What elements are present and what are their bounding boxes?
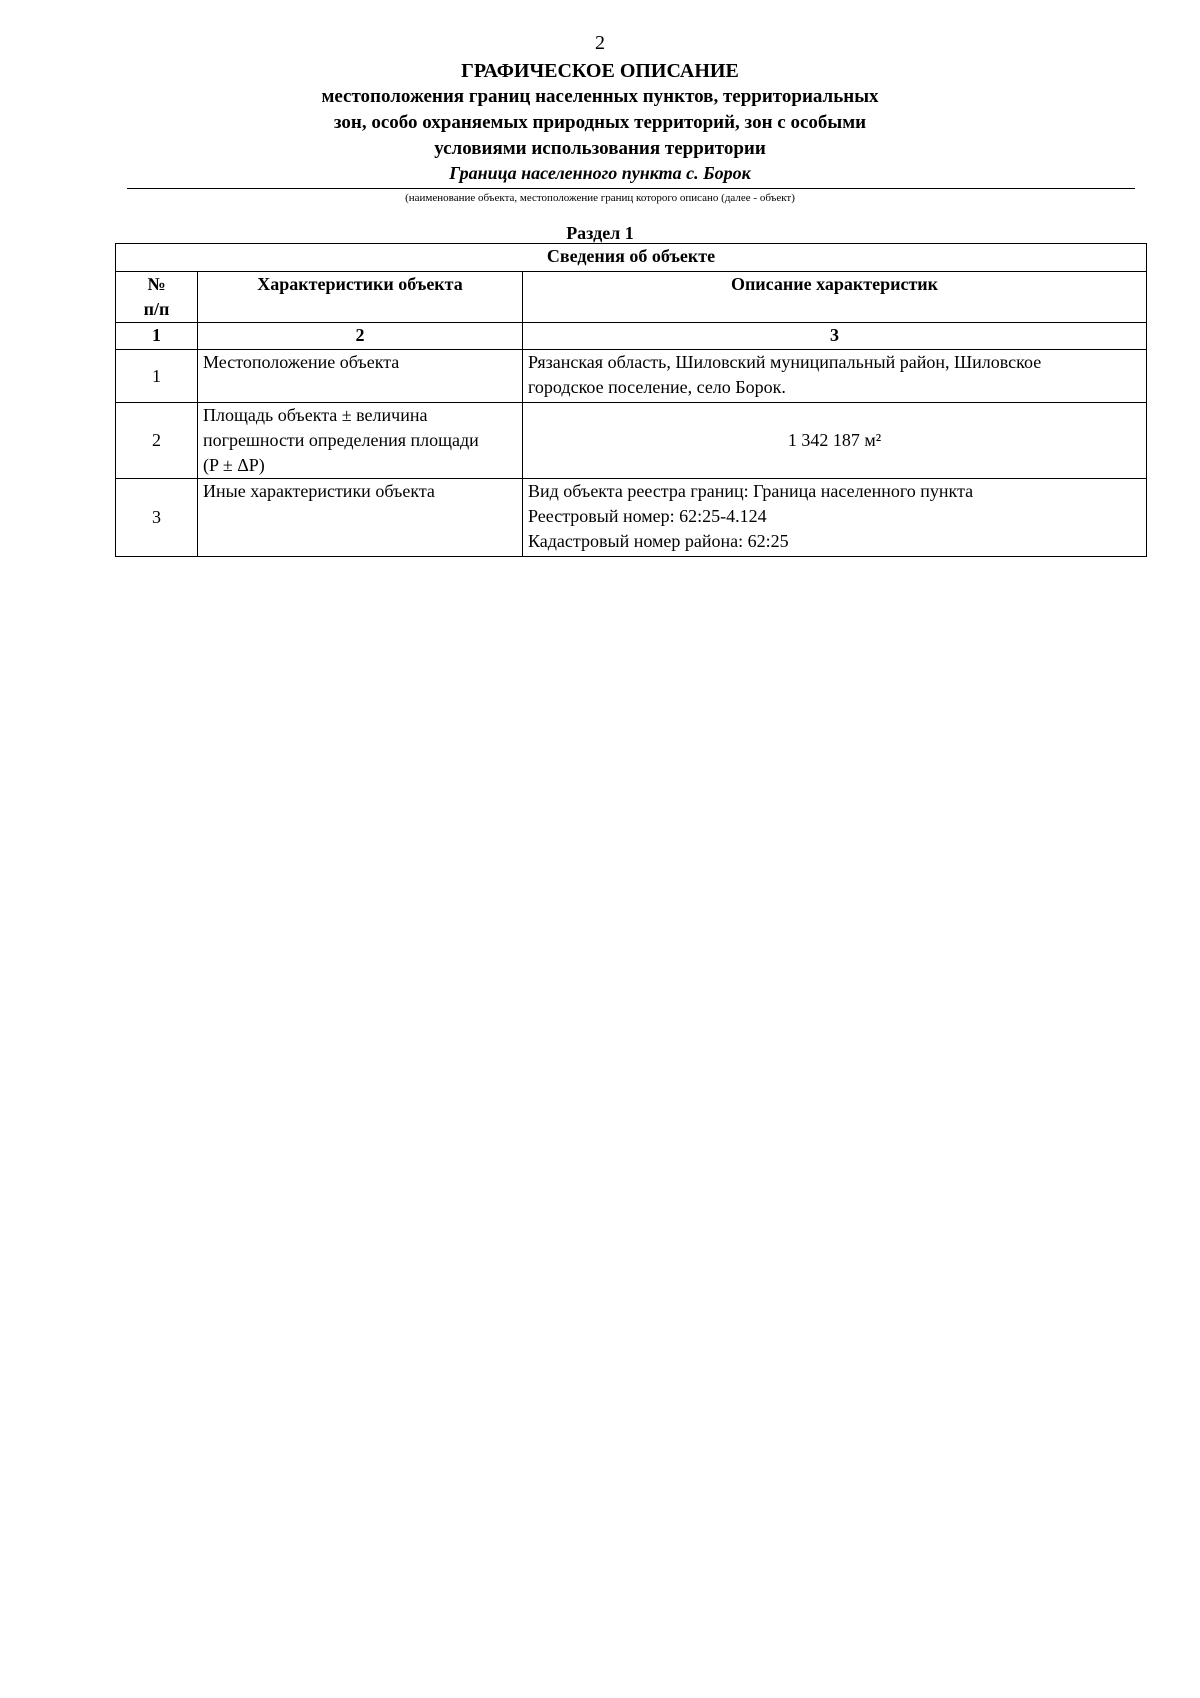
header-characteristics: Характеристики объекта [198,272,523,323]
header-num-line-1: № [147,274,166,294]
section-title: Раздел 1 [566,223,634,243]
object-name-underline [127,188,1135,189]
row-characteristic-line: (P ± ΔP) [203,455,265,475]
page-number: 2 [595,32,605,54]
table-caption-row [116,244,1147,272]
table-header-row [116,272,1147,323]
row-description-line: Реестровый номер: 62:25-4.124 [528,506,767,526]
row-description: 1 342 187 м² [523,403,1147,479]
object-info-table [115,243,1147,557]
row-num: 3 [116,479,198,557]
document-title-block [0,58,1200,162]
row-characteristic-line: Площадь объекта ± величина [203,405,428,425]
column-index-3: 3 [523,323,1147,350]
header-description: Описание характеристик [523,272,1147,323]
table-caption: Сведения об объекте [116,244,1147,272]
row-characteristic: Иные характеристики объекта [198,479,523,557]
column-index-1: 1 [116,323,198,350]
table-row [116,479,1147,557]
column-index-2: 2 [198,323,523,350]
header-num [116,272,198,323]
document-subtitle-line-2: зон, особо охраняемых природных территорий, зон с особыми [333,112,867,133]
row-description [523,350,1147,403]
row-description-line: Рязанская область, Шиловский муниципальный район, Шиловское [528,352,1042,372]
row-characteristic-line: погрешности определения площади [203,430,479,450]
object-name: Граница населенного пункта с. Борок [449,163,751,183]
table-index-row [116,323,1147,350]
header-num-line-2: п/п [143,299,170,319]
table-row [116,350,1147,403]
document-title: ГРАФИЧЕСКОЕ ОПИСАНИЕ [461,60,739,82]
row-num: 1 [116,350,198,403]
row-description [523,479,1147,557]
document-subtitle-line-3: условиями использования территории [434,138,766,159]
row-characteristic [198,403,523,479]
row-characteristic: Местоположение объекта [198,350,523,403]
object-name-caption: (наименование объекта, местоположение границ которого описано (далее - объект) [405,192,795,204]
table-row [116,403,1147,479]
row-description-line: Вид объекта реестра границ: Граница населенного пункта [528,481,974,501]
row-num: 2 [116,403,198,479]
row-description-line: Кадастровый номер района: 62:25 [528,531,789,551]
row-description-line: городское поселение, село Борок. [528,377,786,397]
document-subtitle-line-1: местоположения границ населенных пунктов, территориальных [321,86,879,107]
